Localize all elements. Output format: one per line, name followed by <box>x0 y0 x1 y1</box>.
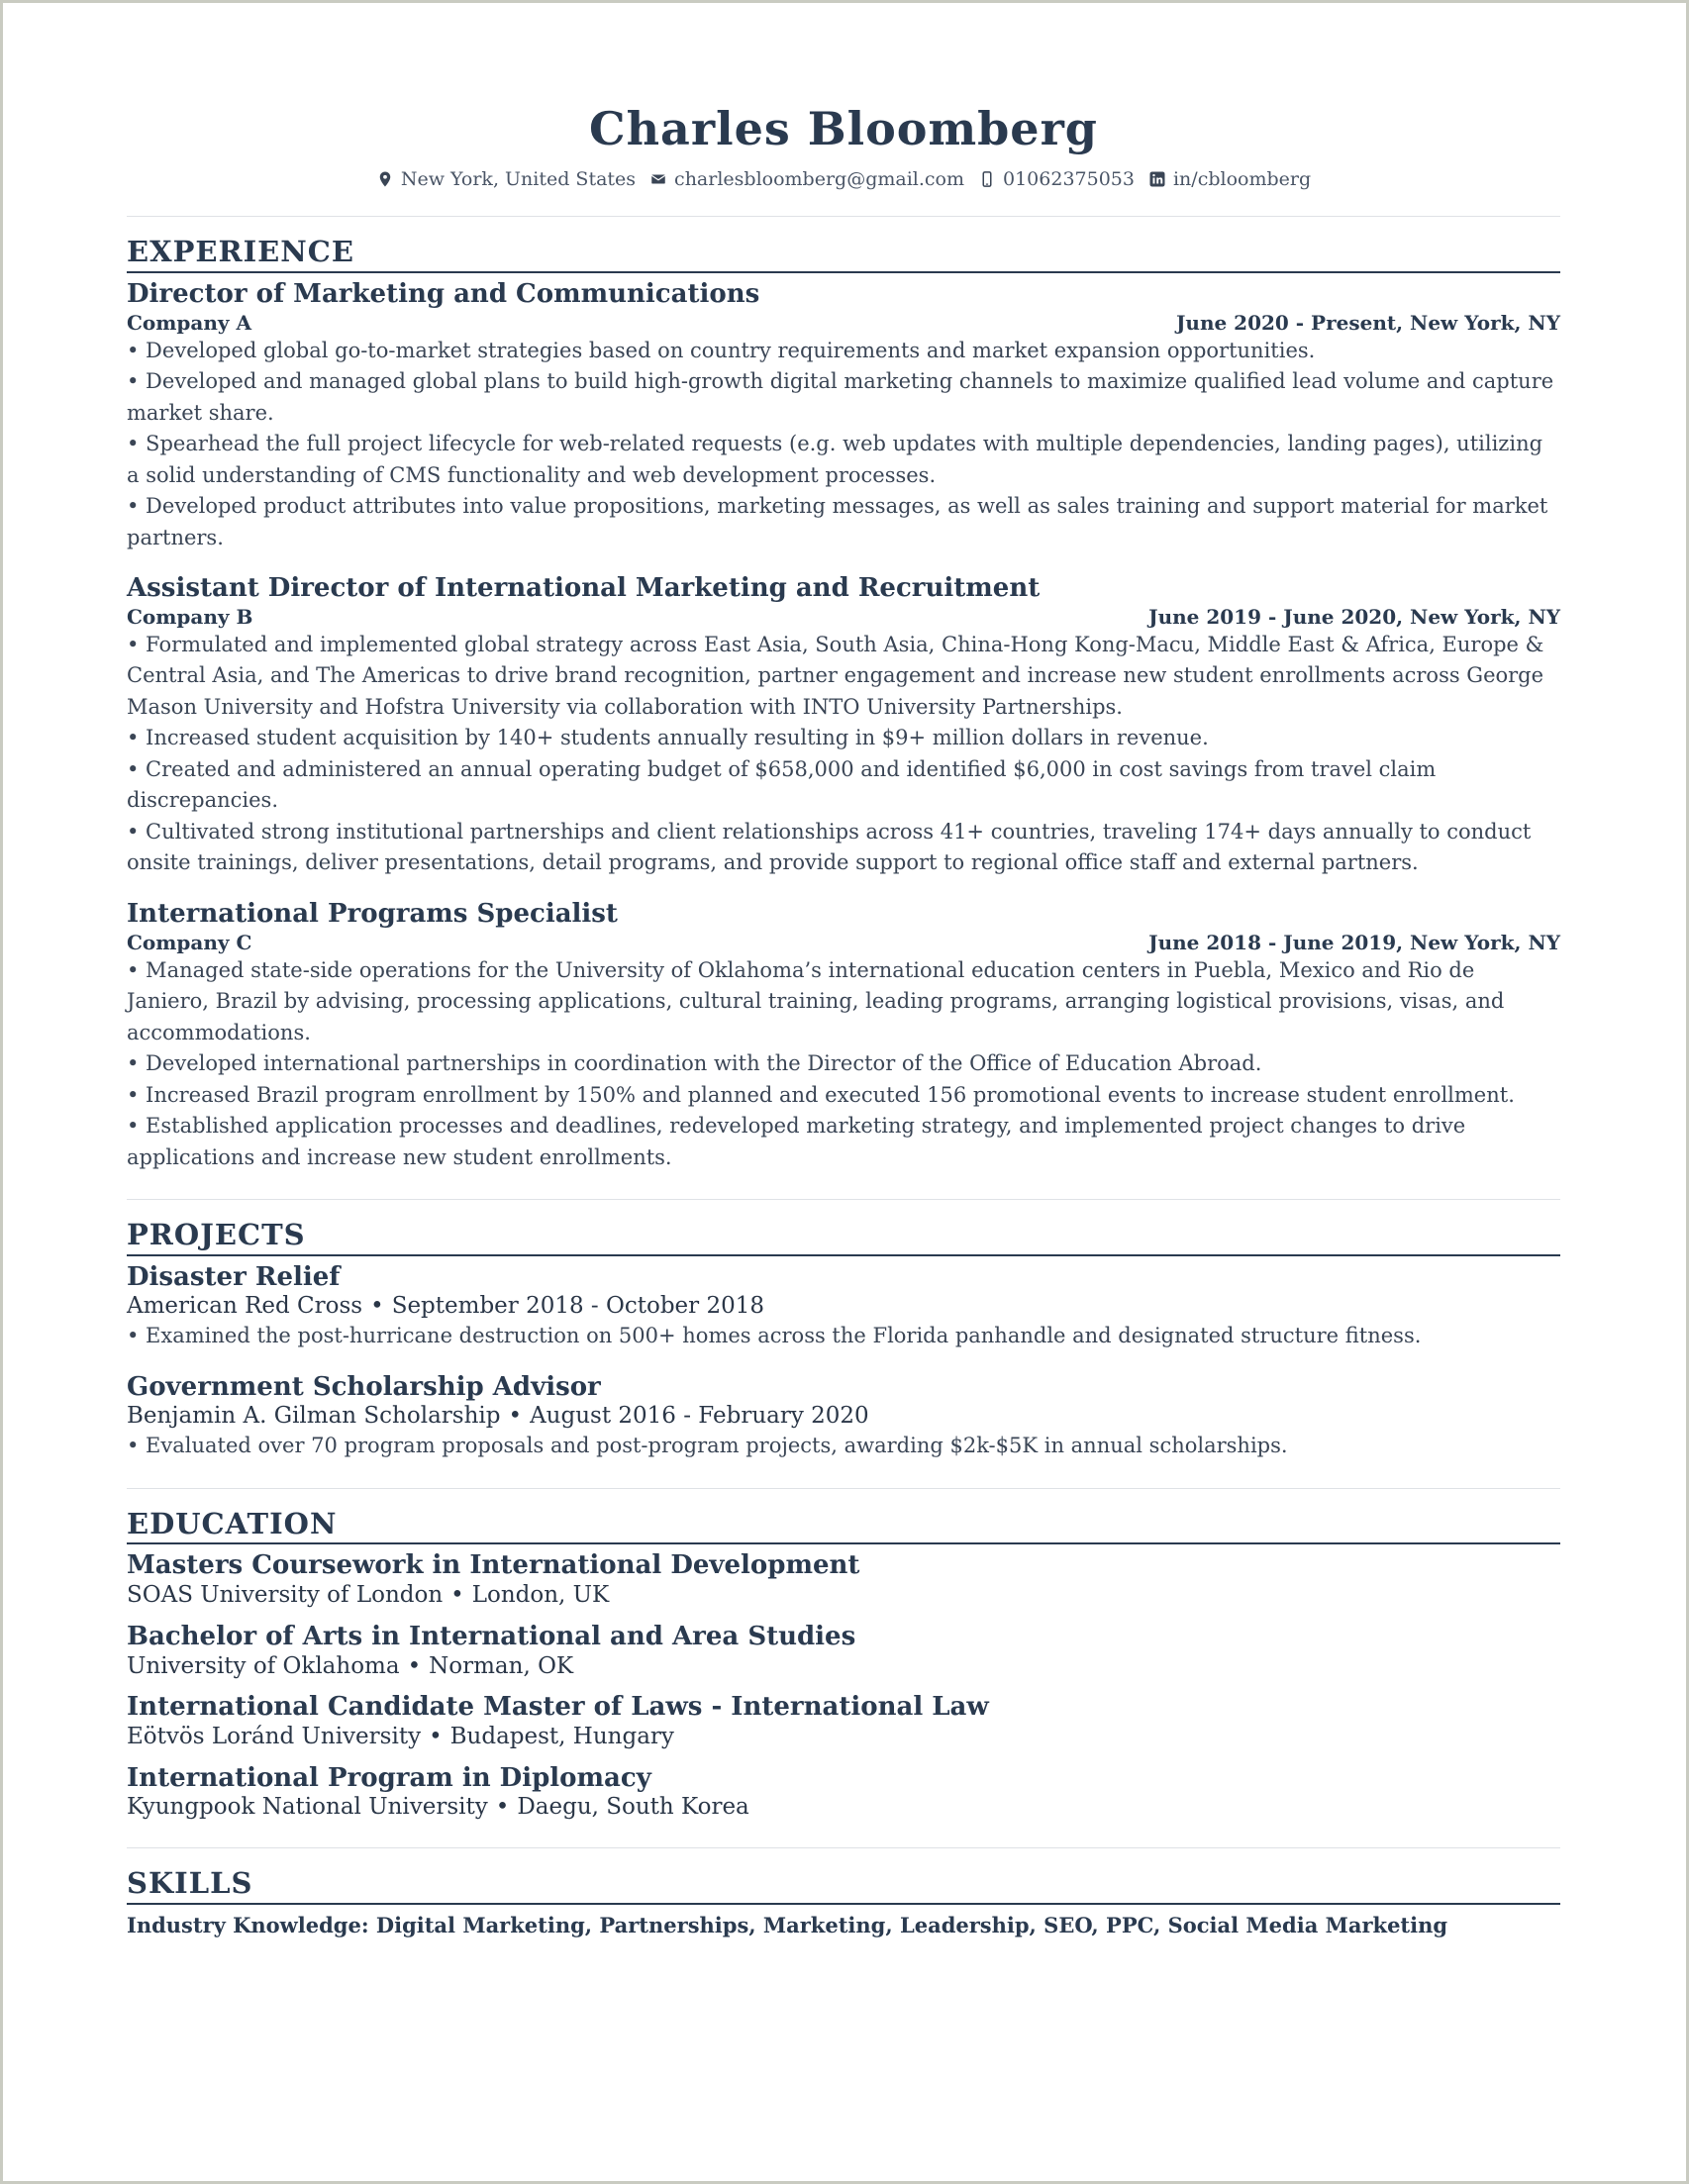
job-title: Director of Marketing and Communications <box>127 278 760 309</box>
section-title-skills: SKILLS <box>127 1866 253 1901</box>
education-section <box>127 1507 1560 1822</box>
job-entry <box>127 573 1560 879</box>
location-pin-icon <box>376 170 394 188</box>
school-name: SOAS University of London <box>127 1582 444 1609</box>
resume-page <box>3 3 1686 2181</box>
envelope-icon <box>649 170 667 188</box>
section-title-education: EDUCATION <box>127 1506 338 1540</box>
job-bullet: • Increased Brazil program enrollment by 150% and planned and executed 156 promotional events to increase student enrollment. <box>127 1082 1515 1107</box>
project-dates: September 2018 - October 2018 <box>391 1293 765 1320</box>
section-rule <box>127 271 1560 273</box>
project-org: American Red Cross <box>127 1293 363 1320</box>
job-meta <box>127 604 1560 630</box>
job-title: Assistant Director of International Marketing and Recruitment <box>127 573 1041 604</box>
job-dates: June 2019 - June 2020, New York, NY <box>1148 604 1560 629</box>
job-bullet: • Developed international partnerships in coordination with the Director of the Office of Education Abroad. <box>127 1051 1262 1075</box>
job-bullet: • Managed state-side operations for the University of Oklahoma’s international education centers in Puebla, Mexico and Rio de Janiero, Brazil by advising, processing applications, cultural training, leading programs, arranging logistical provisions, visas, and accommodations. <box>127 957 1505 1044</box>
section-title-experience: EXPERIENCE <box>127 235 354 269</box>
job-bullet: • Developed global go-to-market strategies based on country requirements and market expansion opportunities. <box>127 338 1316 362</box>
job-bullet: • Established application processes and deadlines, redeveloped marketing strategy, and implemented project changes to drive applications and increase new student enrollments. <box>127 1114 1466 1169</box>
education-meta <box>127 1581 1560 1610</box>
project-org: Benjamin A. Gilman Scholarship <box>127 1403 501 1430</box>
candidate-name: Charles Bloomberg <box>589 102 1098 155</box>
school-name: Kyungpook National University <box>127 1794 488 1821</box>
project-name: Government Scholarship Advisor <box>127 1371 601 1402</box>
job-bullet: • Increased student acquisition by 140+ students annually resulting in $9+ million dollars in revenue. <box>127 726 1209 750</box>
education-entry <box>127 1763 1560 1822</box>
education-meta <box>127 1723 1560 1751</box>
job-company: Company C <box>127 930 252 954</box>
school-name: University of Oklahoma <box>127 1652 400 1679</box>
job-bullet: • Cultivated strong institutional partnerships and client relationships across 41+ countries, traveling 174+ days annually to conduct onsite trainings, deliver presentations, detail programs, and provide support to regional office staff and external partners. <box>127 819 1532 875</box>
divider <box>127 1488 1560 1489</box>
project-dates: August 2016 - February 2020 <box>530 1403 869 1430</box>
education-entry <box>127 1550 1560 1609</box>
divider <box>127 216 1560 217</box>
job-bullets <box>127 336 1560 554</box>
job-title: International Programs Specialist <box>127 898 618 929</box>
job-bullet: • Spearhead the full project lifecycle for web-related requests (e.g. web updates with multiple dependencies, landing pages), utilizing a solid understanding of CMS functionality and web development processes. <box>127 432 1543 487</box>
phone-icon <box>978 170 996 188</box>
skills-section <box>127 1866 1560 1937</box>
divider <box>127 1199 1560 1200</box>
separator-dot: • <box>429 1723 443 1749</box>
experience-section <box>127 235 1560 1173</box>
degree-title: International Candidate Master of Laws - International Law <box>127 1692 989 1723</box>
project-meta <box>127 1292 1560 1321</box>
education-meta <box>127 1652 1560 1681</box>
job-meta <box>127 930 1560 955</box>
section-title-projects: PROJECTS <box>127 1218 306 1251</box>
separator-dot: • <box>370 1293 384 1320</box>
linkedin-icon <box>1148 170 1166 188</box>
school-location: Budapest, Hungary <box>449 1723 674 1749</box>
degree-title: Masters Coursework in International Development <box>127 1550 860 1581</box>
contact-email[interactable] <box>649 168 964 190</box>
job-dates: June 2020 - Present, New York, NY <box>1175 310 1560 335</box>
skills-line: Industry Knowledge: Digital Marketing, Partnerships, Marketing, Leadership, SEO, PPC, Social Media Marketing <box>127 1912 1448 1937</box>
project-entry <box>127 1262 1560 1352</box>
education-entry <box>127 1622 1560 1680</box>
divider <box>127 1847 1560 1848</box>
job-company: Company A <box>127 310 252 335</box>
school-location: London, UK <box>471 1582 610 1609</box>
school-name: Eötvös Loránd University <box>127 1723 422 1749</box>
education-entry <box>127 1692 1560 1750</box>
job-bullets <box>127 955 1560 1174</box>
job-company: Company B <box>127 604 253 629</box>
project-bullet: • Evaluated over 70 program proposals and post-program projects, awarding $2k-$5K in annual scholarships. <box>127 1434 1288 1458</box>
phone-text: 01062375053 <box>1003 168 1135 191</box>
school-location: Norman, OK <box>429 1652 574 1679</box>
project-entry <box>127 1372 1560 1462</box>
resume-content <box>127 102 1560 1937</box>
degree-title: International Program in Diplomacy <box>127 1762 651 1793</box>
contact-location <box>376 168 636 190</box>
project-name: Disaster Relief <box>127 1261 341 1292</box>
section-rule <box>127 1903 1560 1905</box>
separator-dot: • <box>407 1652 422 1679</box>
projects-section <box>127 1218 1560 1462</box>
separator-dot: • <box>508 1403 523 1430</box>
job-dates: June 2018 - June 2019, New York, NY <box>1148 930 1560 954</box>
section-rule <box>127 1254 1560 1256</box>
degree-title: Bachelor of Arts in International and Area Studies <box>127 1621 856 1651</box>
job-bullet: • Formulated and implemented global strategy across East Asia, South Asia, China-Hong Kong-Macu, Middle East & Africa, Europe & Central Asia, and The Americas to drive brand recognition, partner engagement and increase new student enrollments across George Mason University and Hofstra University via collaboration with INTO University Partnerships. <box>127 632 1544 719</box>
email-text: charlesbloomberg@gmail.com <box>674 168 964 191</box>
job-meta <box>127 310 1560 336</box>
contact-linkedin[interactable] <box>1148 168 1311 190</box>
job-entry <box>127 279 1560 553</box>
job-bullet: • Developed product attributes into value propositions, marketing messages, as well as sales training and support material for market partners. <box>127 494 1548 549</box>
job-bullet: • Developed and managed global plans to build high-growth digital marketing channels to maximize qualified lead volume and capture market share. <box>127 369 1554 425</box>
job-bullet: • Created and administered an annual operating budget of $658,000 and identified $6,000 in cost savings from travel claim discrepancies. <box>127 756 1437 813</box>
separator-dot: • <box>495 1794 510 1821</box>
contact-bar <box>127 168 1560 190</box>
project-bullet: • Examined the post-hurricane destruction on 500+ homes across the Florida panhandle and designated structure fitness. <box>127 1324 1422 1348</box>
section-rule <box>127 1542 1560 1544</box>
job-entry <box>127 899 1560 1173</box>
contact-phone[interactable] <box>978 168 1135 190</box>
education-meta <box>127 1793 1560 1822</box>
school-location: Daegu, South Korea <box>517 1794 749 1821</box>
separator-dot: • <box>450 1582 464 1609</box>
location-text: New York, United States <box>400 168 637 191</box>
project-meta <box>127 1402 1560 1431</box>
job-bullets <box>127 630 1560 879</box>
linkedin-text: in/cbloomberg <box>1172 168 1312 191</box>
